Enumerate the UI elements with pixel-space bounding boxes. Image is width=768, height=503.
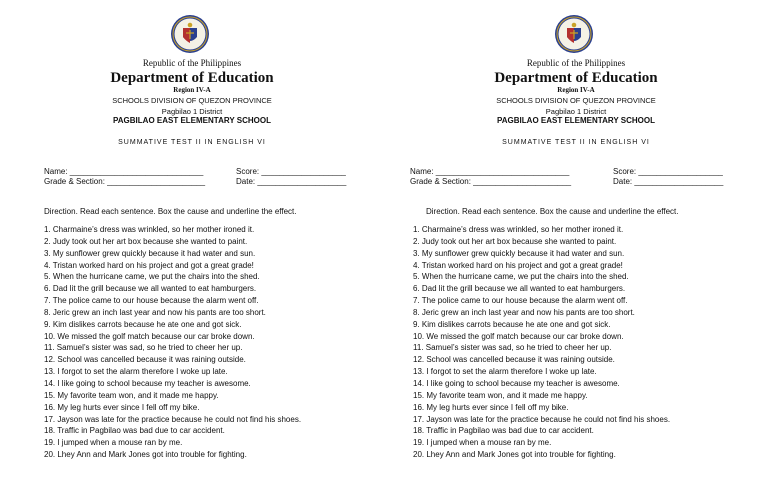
list-item: 11. Samuel’s sister was sad, so he tried to cheer her up.	[413, 343, 612, 353]
deped-seal-icon	[170, 14, 210, 54]
list-item: 12. School was cancelled because it was raining outside.	[44, 355, 246, 365]
division-text: SCHOOLS DIVISION OF QUEZON PROVINCE	[496, 96, 656, 105]
department-title: Department of Education	[494, 70, 658, 86]
list-item: 15. My favorite team won, and it made me happy.	[44, 390, 219, 400]
list-item: 20. Lhey Ann and Mark Jones got into trouble for fighting.	[413, 450, 616, 460]
list-item: 14. I like going to school because my teacher is awesome.	[413, 378, 620, 388]
score-field: Score: ___________________	[236, 167, 346, 176]
list-item: 7. The police came to our house because the alarm went off.	[44, 296, 259, 306]
list-item: 20. Lhey Ann and Mark Jones got into trouble for fighting.	[44, 450, 247, 460]
deped-seal-icon	[554, 14, 594, 54]
school-name: PAGBILAO EAST ELEMENTARY SCHOOL	[497, 116, 655, 125]
list-item: 4. Tristan worked hard on his project and got a great grade!	[44, 260, 254, 270]
republic-text: Republic of the Philippines	[526, 58, 626, 68]
republic-text: Republic of the Philippines	[142, 58, 242, 68]
test-title: SUMMATIVE TEST II IN ENGLISH VI	[502, 139, 650, 146]
department-title: Department of Education	[110, 70, 274, 86]
list-item: 13. I forgot to set the alarm therefore I woke up late.	[413, 367, 597, 377]
list-item: 12. School was cancelled because it was raining outside.	[413, 355, 615, 365]
list-item: 1. Charmaine’s dress was wrinkled, so her mother ironed it.	[413, 225, 624, 234]
list-item: 10. We missed the golf match because our car broke down.	[413, 331, 624, 341]
direction-text: Direction. Read each sentence. Box the cause and underline the effect.	[44, 207, 297, 216]
item-list	[413, 224, 670, 461]
direction-text: Direction. Read each sentence. Box the cause and underline the effect.	[426, 207, 679, 216]
date-field: Date: ____________________	[613, 177, 724, 186]
list-item: 8. Jeric grew an inch last year and now his pants are too short.	[44, 307, 266, 317]
list-item: 11. Samuel’s sister was sad, so he tried to cheer her up.	[44, 343, 243, 353]
list-item: 2. Judy took out her art box because she wanted to paint.	[44, 236, 248, 246]
list-item: 16. My leg hurts ever since I fell off my bike.	[44, 402, 200, 412]
list-item: 9. Kim dislikes carrots because he ate one and got sick.	[44, 319, 242, 329]
list-item: 1. Charmaine’s dress was wrinkled, so her mother ironed it.	[44, 225, 255, 234]
name-field: Name: ______________________________	[410, 167, 570, 176]
name-field: Name: ______________________________	[44, 167, 204, 176]
item-list	[44, 224, 301, 461]
list-item: 3. My sunflower grew quickly because it had water and sun.	[413, 248, 625, 258]
list-item: 17. Jayson was late for the practice because he could not find his shoes.	[44, 414, 302, 424]
list-item: 4. Tristan worked hard on his project and got a great grade!	[413, 260, 623, 270]
list-item: 19. I jumped when a mouse ran by me.	[413, 438, 552, 448]
list-item: 6. Dad lit the grill because we all wanted to eat hamburgers.	[44, 284, 257, 294]
list-item: 18. Traffic in Pagbilao was bad due to car accident.	[44, 426, 225, 436]
score-field: Score: ___________________	[613, 167, 723, 176]
district-text: Pagbilao 1 District	[545, 107, 607, 116]
division-text: SCHOOLS DIVISION OF QUEZON PROVINCE	[112, 96, 272, 105]
list-item: 13. I forgot to set the alarm therefore I woke up late.	[44, 367, 228, 377]
list-item: 17. Jayson was late for the practice because he could not find his shoes.	[413, 414, 671, 424]
list-item: 14. I like going to school because my teacher is awesome.	[44, 378, 251, 388]
region-text: Region IV-A	[557, 86, 595, 94]
list-item: 5. When the hurricane came, we put the chairs into the shed.	[44, 272, 260, 282]
date-field: Date: ____________________	[236, 177, 347, 186]
list-item: 3. My sunflower grew quickly because it had water and sun.	[44, 248, 256, 258]
district-text: Pagbilao 1 District	[161, 107, 223, 116]
list-item: 2. Judy took out her art box because she wanted to paint.	[413, 236, 617, 246]
list-item: 7. The police came to our house because the alarm went off.	[413, 296, 628, 306]
list-item: 10. We missed the golf match because our car broke down.	[44, 331, 255, 341]
list-item: 8. Jeric grew an inch last year and now his pants are too short.	[413, 307, 635, 317]
list-item: 19. I jumped when a mouse ran by me.	[44, 438, 183, 448]
list-item: 5. When the hurricane came, we put the chairs into the shed.	[413, 272, 629, 282]
list-item: 15. My favorite team won, and it made me happy.	[413, 390, 588, 400]
list-item: 9. Kim dislikes carrots because he ate one and got sick.	[413, 319, 611, 329]
worksheet-right	[384, 0, 768, 503]
region-text: Region IV-A	[173, 86, 211, 94]
test-title: SUMMATIVE TEST II IN ENGLISH VI	[118, 139, 266, 146]
grade-section-field: Grade & Section: ______________________	[410, 177, 572, 186]
grade-section-field: Grade & Section: ______________________	[44, 177, 206, 186]
list-item: 18. Traffic in Pagbilao was bad due to car accident.	[413, 426, 594, 436]
school-name: PAGBILAO EAST ELEMENTARY SCHOOL	[113, 116, 271, 125]
list-item: 16. My leg hurts ever since I fell off my bike.	[413, 402, 569, 412]
list-item: 6. Dad lit the grill because we all wanted to eat hamburgers.	[413, 284, 626, 294]
